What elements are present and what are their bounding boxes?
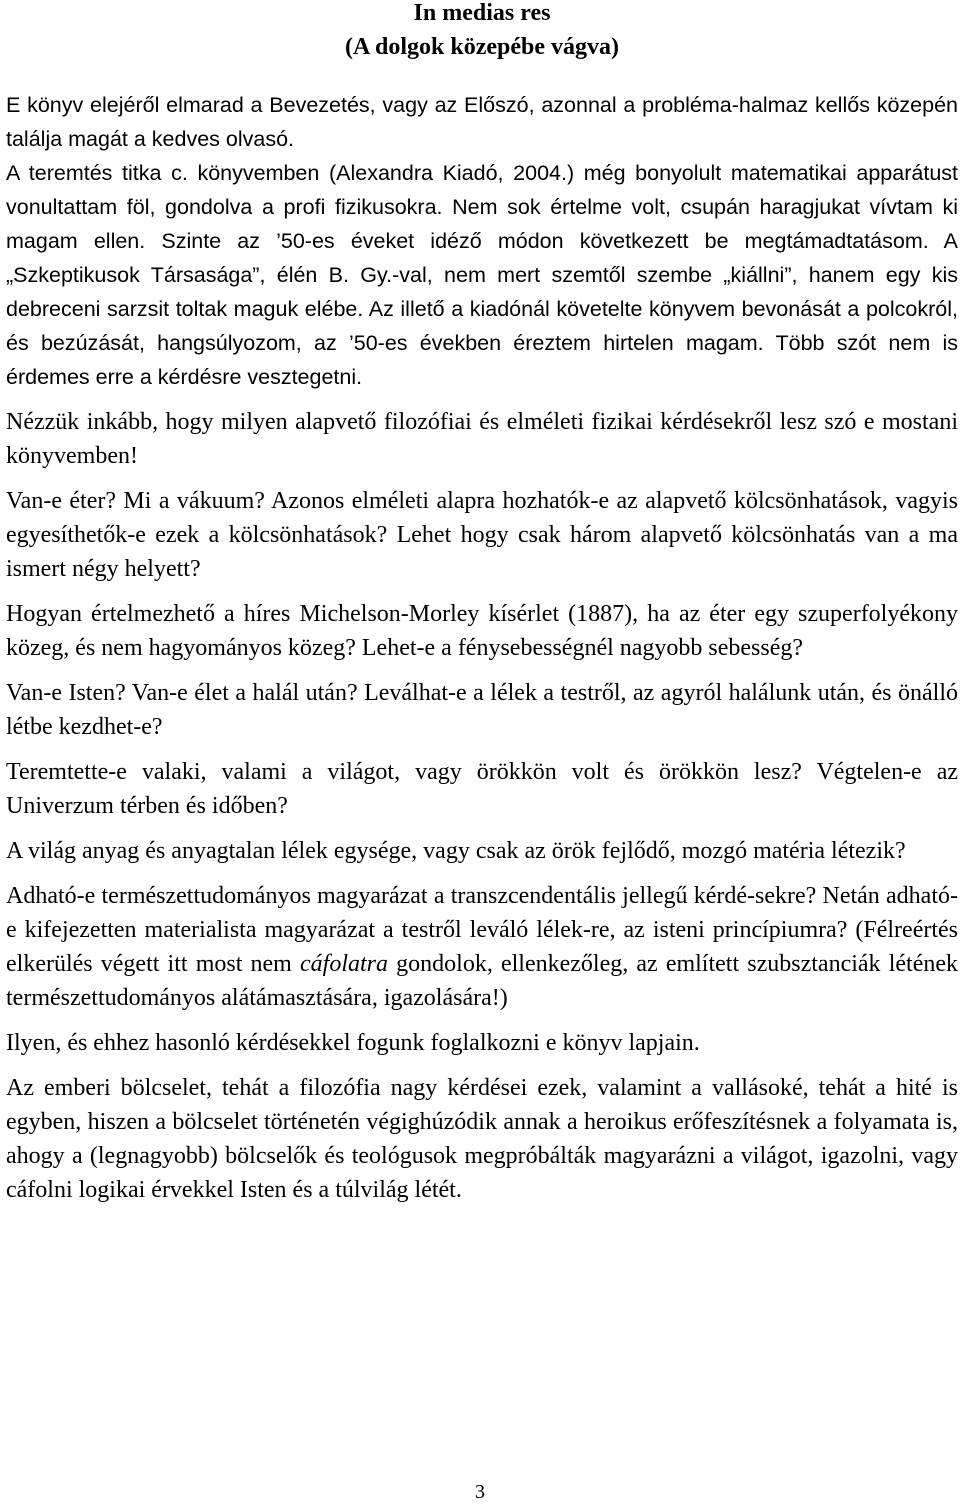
paragraph-1-text: E könyv elejéről elmarad a Bevezetés, vagy az Előszó, azonnal a probléma-halmaz kellős közepén találja magát a kedves olvasó. bbox=[6, 93, 958, 151]
paragraph-4-text: Van-e éter? Mi a vákuum? Azonos elméleti alapra hozhatók-e az alapvető kölcsönhatások, vagyis egyesíthetők-e ezek a kölcsönhatások? Lehet hogy csak három alapvető kölcsönhatás van a ma ismert négy helyett? bbox=[6, 488, 958, 582]
paragraph-7-text: Teremtette-e valaki, valami a világot, vagy örökkön volt és örökkön lesz? Végtelen-e az Univerzum térben és időben? bbox=[6, 759, 958, 819]
paragraph-8 bbox=[6, 834, 958, 868]
paragraph-1 bbox=[6, 88, 958, 156]
paragraph-4 bbox=[6, 484, 958, 586]
paragraph-8-text: A világ anyag és anyagtalan lélek egysége, vagy csak az örök fejlődő, mozgó matéria létezik? bbox=[6, 838, 906, 864]
paragraph-11-text: Az emberi bölcselet, tehát a filozófia nagy kérdései ezek, valamint a vallásoké, tehát a hité is egyben, hiszen a bölcselet történetén végighúzódik annak a heroikus erőfeszítésnek a folyamata is, ahogy a (legnagyobb) bölcselők és teológusok megpróbálták magyarázni a világot, igazolni, vagy cáfolni logikai érvekkel Isten és a túlvilág létét. bbox=[6, 1075, 958, 1203]
chapter-title bbox=[6, 0, 958, 64]
paragraph-6-text: Van-e Isten? Van-e élet a halál után? Leválhat-e a lélek a testről, az agyról halálunk után, és önálló létbe kezdhet-e? bbox=[6, 680, 958, 740]
paragraph-3 bbox=[6, 405, 958, 473]
paragraph-9 bbox=[6, 879, 958, 1015]
paragraph-9-text-a: Adható-e természettudományos magyarázat a transzcendentális jellegű kérdé-sekre? Netán adható-e kifejezetten materialista magyarázat a testről leváló lélek-re, az isteni princípiumra? (Félreértés elkerülés végett itt most nem bbox=[6, 883, 958, 977]
page-number: 3 bbox=[475, 1481, 485, 1503]
paragraph-2-text: A teremtés titka c. könyvemben (Alexandra Kiadó, 2004.) még bonyolult matematikai apparátust vonultattam föl, gondolva a profi fizikusokra. Nem sok értelme volt, csupán haragjukat vívtam ki magam ellen. Szinte az ’50-es éveket idéző módon következett be megtámadtatásom. A „Szkeptikusok Társasága”, élén B. Gy.-val, nem mert szemtől szembe „kiállni”, hanem egy kis debreceni sarzsit toltak maguk elébe. Az illető a kiadónál követelte könyvem bevonását a polcokról, és bezúzását, hangsúlyozom, az ’50-es években éreztem hirtelen magam. Több szót nem is érdemes erre a kérdésre vesztegetni. bbox=[6, 161, 958, 389]
document-page bbox=[6, 0, 958, 1207]
paragraph-6 bbox=[6, 676, 958, 744]
chapter-title-line-1: In medias res bbox=[413, 0, 551, 26]
chapter-title-line-2: (A dolgok közepébe vágva) bbox=[344, 34, 619, 60]
paragraph-7 bbox=[6, 755, 958, 823]
paragraph-5-text: Hogyan értelmezhető a híres Michelson-Morley kísérlet (1887), ha az éter egy szuperfolyékony közeg, és nem hagyományos közeg? Lehet-e a fénysebességnél nagyobb sebesség? bbox=[6, 601, 958, 661]
paragraph-11 bbox=[6, 1071, 958, 1207]
paragraph-9-italic: cáfolatra bbox=[300, 951, 388, 977]
paragraph-9-text-b: gondolok, ellenkezőleg, az említett szubsztanciák létének természettudományos alátámasztására, igazolására!) bbox=[6, 951, 958, 1011]
paragraph-2 bbox=[6, 156, 958, 394]
paragraph-3-text: Nézzük inkább, hogy milyen alapvető filozófiai és elméleti fizikai kérdésekről lesz szó e mostani könyvemben! bbox=[6, 409, 958, 469]
paragraph-5 bbox=[6, 597, 958, 665]
paragraph-10-text: Ilyen, és ehhez hasonló kérdésekkel fogunk foglalkozni e könyv lapjain. bbox=[6, 1030, 700, 1056]
paragraph-10 bbox=[6, 1026, 958, 1060]
